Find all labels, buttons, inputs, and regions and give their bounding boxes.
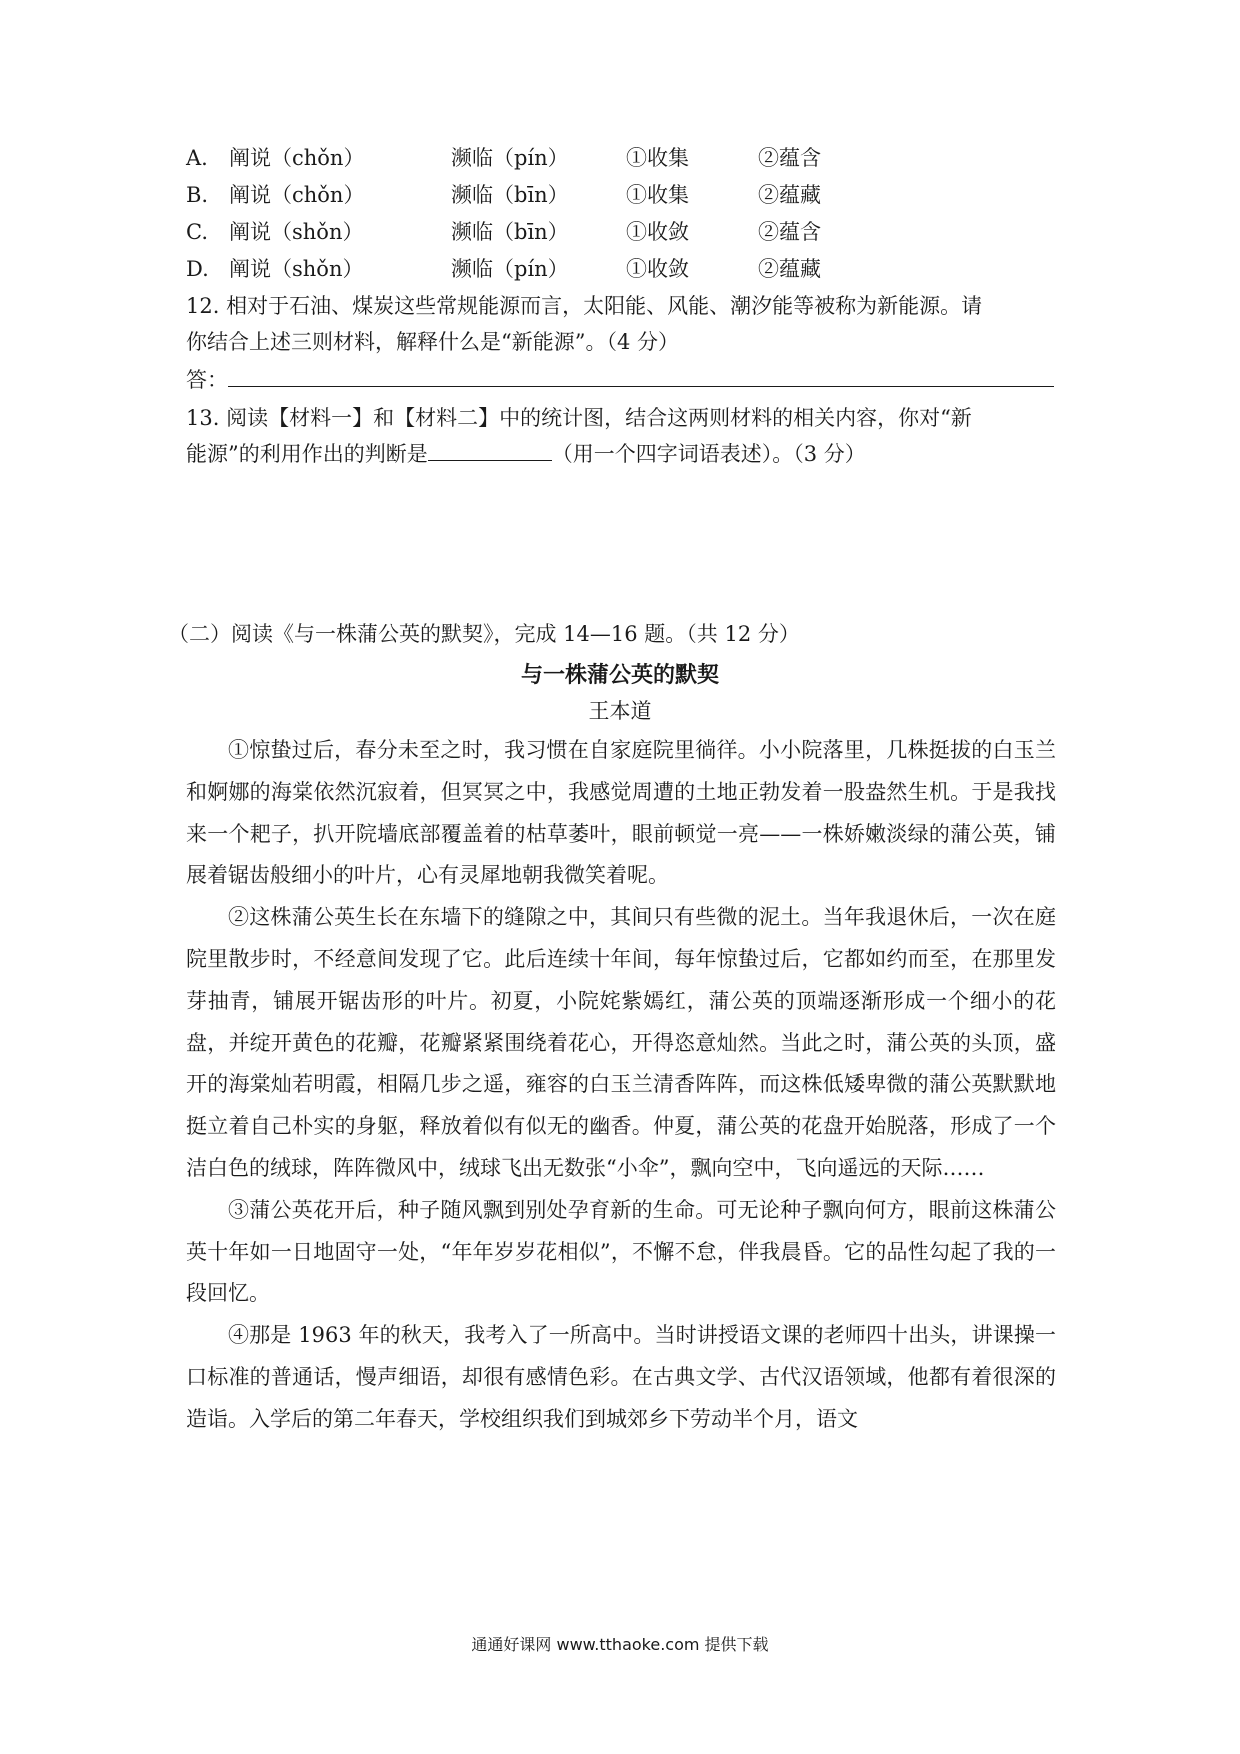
question-13-line-2 [186, 434, 1056, 474]
question-13-text-before: 能源”的利用作出的判断是 [186, 442, 428, 466]
option-word-4: ②蕴藏 [758, 257, 821, 281]
option-word-2: 濒临（pín） [451, 257, 569, 281]
option-word-2: 濒临（pín） [451, 146, 569, 170]
question-13-line-1: 13. 阅读【材料一】和【材料二】中的统计图，结合这两则材料的相关内容，你对“新 [186, 406, 972, 430]
answer-label: 答： [186, 368, 228, 392]
option-word-2: 濒临（bīn） [451, 183, 569, 207]
option-word-2: 濒临（bīn） [451, 220, 569, 244]
option-word-1: 阐说（shǒn） [229, 257, 364, 281]
passage-paragraph-3: ③蒲公英花开后，种子随风飘到别处孕育新的生命。可无论种子飘向何方，眼前这株蒲公英十年如一日地固守一处，“年年岁岁花相似”，不懈不怠，伴我晨昏。它的品性勾起了我的一段回忆。 [186, 1197, 1056, 1306]
question-12-line-1: 12. 相对于石油、煤炭这些常规能源而言，太阳能、风能、潮汐能等被称为新能源。请 [186, 294, 983, 318]
option-letter: D. [186, 257, 209, 281]
option-letter: A. [186, 146, 208, 170]
passage-paragraph-1: ①惊蛰过后，春分未至之时，我习惯在自家庭院里徜徉。小小院落里，几株挺拔的白玉兰和婀娜的海棠依然沉寂着，但冥冥之中，我感觉周遭的土地正勃发着一股盎然生机。于是我找来一个耙子，扒开院墙底部覆盖着的枯草萎叶，眼前顿觉一亮——一株娇嫩淡绿的蒲公英，铺展着锯齿般细小的叶片，心有灵犀地朝我微笑着呢。 [186, 738, 1056, 888]
option-word-1: 阐说（shǒn） [229, 220, 364, 244]
question-13-text-after: （用一个四字词语表述）。（3 分） [551, 442, 866, 466]
option-word-4: ②蕴含 [758, 146, 821, 170]
passage-title: 与一株蒲公英的默契 [520, 662, 719, 688]
answer-blank[interactable] [228, 364, 1054, 387]
option-word-1: 阐说（chǒn） [229, 183, 365, 207]
option-letter: C. [186, 220, 208, 244]
passage-paragraph-4: ④那是 1963 年的秋天，我考入了一所高中。当时讲授语文课的老师四十出头，讲课操一口标准的普通话，慢声细语，却很有感情色彩。在古典文学、古代汉语领域，他都有着很深的造诣。入学后的第二年春天，学校组织我们到城郊乡下劳动半个月，语文 [186, 1323, 1056, 1431]
passage-author: 王本道 [588, 699, 652, 723]
option-word-4: ②蕴含 [758, 220, 821, 244]
option-word-3: ①收集 [626, 146, 689, 170]
question-12-answer-line [186, 360, 1056, 400]
option-word-4: ②蕴藏 [758, 183, 821, 207]
passage-paragraph-2: ②这株蒲公英生长在东墙下的缝隙之中，其间只有些微的泥土。当年我退休后，一次在庭院里散步时，不经意间发现了它。此后连续十年间，每年惊蛰过后，它都如约而至，在那里发芽抽青，铺展开锯齿形的叶片。初夏，小院姹紫嫣红，蒲公英的顶端逐渐形成一个细小的花盘，并绽开黄色的花瓣，花瓣紧紧围绕着花心，开得恣意灿然。当此之时，蒲公英的头顶，盛开的海棠灿若明霞，相隔几步之遥，雍容的白玉兰清香阵阵，而这株低矮卑微的蒲公英默默地挺立着自己朴实的身躯，释放着似有似无的幽香。仲夏，蒲公英的花盘开始脱落，形成了一个洁白色的绒球，阵阵微风中，绒球飞出无数张“小伞”，飘向空中，飞向遥远的天际…… [186, 905, 1056, 1180]
question-13-blank[interactable] [428, 438, 552, 461]
question-12-line-2: 你结合上述三则材料，解释什么是“新能源”。（4 分） [186, 330, 680, 354]
page-footer: 通通好课网 www.tthaoke.com 提供下载 [471, 1635, 769, 1654]
option-word-3: ①收集 [626, 183, 689, 207]
passage-body [186, 730, 1056, 1441]
section-header: （二）阅读《与一株蒲公英的默契》，完成 14—16 题。（共 12 分） [168, 622, 800, 646]
option-word-1: 阐说（chǒn） [229, 146, 365, 170]
option-word-3: ①收敛 [626, 257, 689, 281]
option-word-3: ①收敛 [626, 220, 689, 244]
option-letter: B. [186, 183, 209, 207]
